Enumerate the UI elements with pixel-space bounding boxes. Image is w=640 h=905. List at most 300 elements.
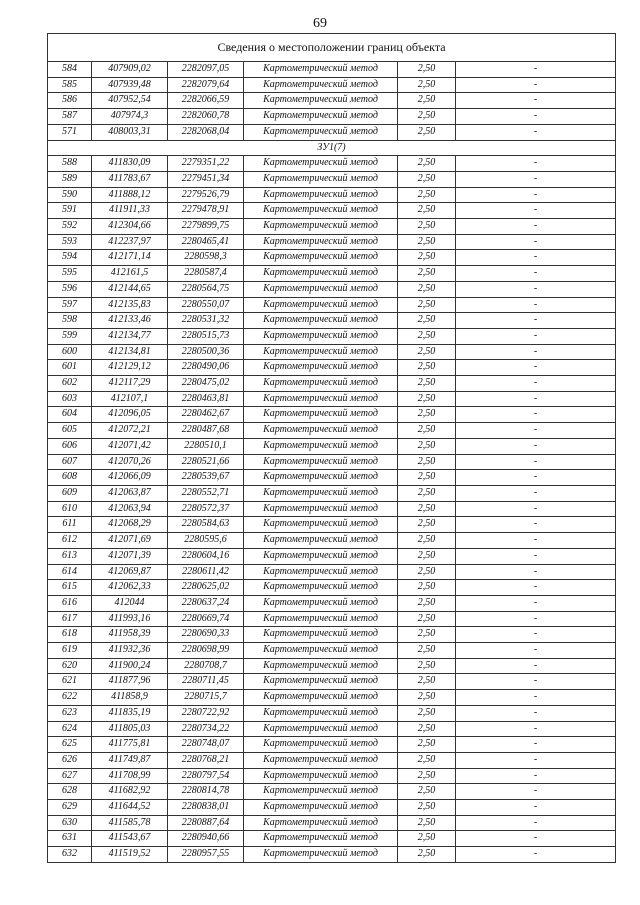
point-number: 618 <box>48 627 92 643</box>
coord-x: 412107,1 <box>92 391 168 407</box>
coord-y: 2279526,79 <box>168 187 244 203</box>
description-cell: - <box>456 501 616 517</box>
coord-x: 412133,46 <box>92 313 168 329</box>
point-number: 602 <box>48 376 92 392</box>
coord-y: 2280625,02 <box>168 580 244 596</box>
table-row <box>48 533 616 549</box>
accuracy-cell: 2,50 <box>398 124 456 140</box>
coord-x: 412134,77 <box>92 328 168 344</box>
point-number: 586 <box>48 93 92 109</box>
table-row <box>48 407 616 423</box>
coord-y: 2280487,68 <box>168 423 244 439</box>
description-cell: - <box>456 485 616 501</box>
point-number: 590 <box>48 187 92 203</box>
coord-y: 2280539,67 <box>168 470 244 486</box>
description-cell: - <box>456 203 616 219</box>
point-number: 592 <box>48 219 92 235</box>
accuracy-cell: 2,50 <box>398 250 456 266</box>
table-row <box>48 627 616 643</box>
coord-y: 2280475,02 <box>168 376 244 392</box>
coord-x: 412069,87 <box>92 564 168 580</box>
description-cell: - <box>456 768 616 784</box>
coord-y: 2280572,37 <box>168 501 244 517</box>
coord-x: 411775,81 <box>92 737 168 753</box>
method-cell: Картометрический метод <box>244 721 398 737</box>
accuracy-cell: 2,50 <box>398 376 456 392</box>
point-number: 601 <box>48 360 92 376</box>
table-row <box>48 564 616 580</box>
coord-y: 2282079,64 <box>168 77 244 93</box>
method-cell: Картометрический метод <box>244 391 398 407</box>
accuracy-cell: 2,50 <box>398 360 456 376</box>
coord-y: 2280550,07 <box>168 297 244 313</box>
method-cell: Картометрический метод <box>244 109 398 125</box>
coord-x: 412144,65 <box>92 281 168 297</box>
point-number: 626 <box>48 752 92 768</box>
description-cell: - <box>456 438 616 454</box>
method-cell: Картометрический метод <box>244 611 398 627</box>
coord-y: 2279351,22 <box>168 156 244 172</box>
accuracy-cell: 2,50 <box>398 297 456 313</box>
coord-y: 2280462,67 <box>168 407 244 423</box>
coord-y: 2280587,4 <box>168 266 244 282</box>
description-cell: - <box>456 281 616 297</box>
coord-x: 412066,09 <box>92 470 168 486</box>
method-cell: Картометрический метод <box>244 501 398 517</box>
accuracy-cell: 2,50 <box>398 815 456 831</box>
accuracy-cell: 2,50 <box>398 423 456 439</box>
method-cell: Картометрический метод <box>244 124 398 140</box>
coord-x: 412044 <box>92 595 168 611</box>
point-number: 625 <box>48 737 92 753</box>
table-row <box>48 266 616 282</box>
method-cell: Картометрический метод <box>244 423 398 439</box>
method-cell: Картометрический метод <box>244 93 398 109</box>
coord-x: 411682,92 <box>92 784 168 800</box>
method-cell: Картометрический метод <box>244 344 398 360</box>
accuracy-cell: 2,50 <box>398 501 456 517</box>
table-row <box>48 658 616 674</box>
description-cell: - <box>456 360 616 376</box>
table-row <box>48 344 616 360</box>
point-number: 620 <box>48 658 92 674</box>
accuracy-cell: 2,50 <box>398 470 456 486</box>
accuracy-cell: 2,50 <box>398 564 456 580</box>
coord-y: 2279451,34 <box>168 171 244 187</box>
coord-x: 407952,54 <box>92 93 168 109</box>
table-row <box>48 328 616 344</box>
table-row <box>48 800 616 816</box>
coord-y: 2280768,21 <box>168 752 244 768</box>
point-number: 623 <box>48 705 92 721</box>
point-number: 612 <box>48 533 92 549</box>
accuracy-cell: 2,50 <box>398 643 456 659</box>
table-row <box>48 831 616 847</box>
coord-x: 407909,02 <box>92 62 168 78</box>
method-cell: Картометрический метод <box>244 533 398 549</box>
description-cell: - <box>456 344 616 360</box>
accuracy-cell: 2,50 <box>398 784 456 800</box>
coord-x: 412134,81 <box>92 344 168 360</box>
point-number: 621 <box>48 674 92 690</box>
table-row <box>48 674 616 690</box>
coord-x: 412063,87 <box>92 485 168 501</box>
point-number: 609 <box>48 485 92 501</box>
coord-y: 2280584,63 <box>168 517 244 533</box>
method-cell: Картометрический метод <box>244 517 398 533</box>
table-row <box>48 124 616 140</box>
table-row <box>48 737 616 753</box>
coord-y: 2280463,81 <box>168 391 244 407</box>
accuracy-cell: 2,50 <box>398 831 456 847</box>
point-number: 595 <box>48 266 92 282</box>
description-cell: - <box>456 690 616 706</box>
coord-x: 411749,87 <box>92 752 168 768</box>
coord-y: 2279478,91 <box>168 203 244 219</box>
table-row <box>48 705 616 721</box>
coord-x: 411900,24 <box>92 658 168 674</box>
method-cell: Картометрический метод <box>244 281 398 297</box>
table-row <box>48 391 616 407</box>
description-cell: - <box>456 77 616 93</box>
accuracy-cell: 2,50 <box>398 171 456 187</box>
method-cell: Картометрический метод <box>244 674 398 690</box>
description-cell: - <box>456 831 616 847</box>
method-cell: Картометрический метод <box>244 470 398 486</box>
method-cell: Картометрический метод <box>244 266 398 282</box>
point-number: 603 <box>48 391 92 407</box>
description-cell: - <box>456 328 616 344</box>
description-cell: - <box>456 250 616 266</box>
method-cell: Картометрический метод <box>244 171 398 187</box>
table-row <box>48 376 616 392</box>
accuracy-cell: 2,50 <box>398 485 456 501</box>
method-cell: Картометрический метод <box>244 485 398 501</box>
table-row <box>48 281 616 297</box>
method-cell: Картометрический метод <box>244 580 398 596</box>
description-cell: - <box>456 517 616 533</box>
coord-y: 2280521,66 <box>168 454 244 470</box>
accuracy-cell: 2,50 <box>398 187 456 203</box>
accuracy-cell: 2,50 <box>398 281 456 297</box>
table-row <box>48 219 616 235</box>
method-cell: Картометрический метод <box>244 595 398 611</box>
point-number: 632 <box>48 847 92 863</box>
point-number: 593 <box>48 234 92 250</box>
boundary-coordinates-table <box>47 33 616 863</box>
accuracy-cell: 2,50 <box>398 517 456 533</box>
coord-x: 412135,83 <box>92 297 168 313</box>
point-number: 607 <box>48 454 92 470</box>
coord-x: 408003,31 <box>92 124 168 140</box>
accuracy-cell: 2,50 <box>398 752 456 768</box>
accuracy-cell: 2,50 <box>398 800 456 816</box>
point-number: 629 <box>48 800 92 816</box>
accuracy-cell: 2,50 <box>398 77 456 93</box>
coord-y: 2280957,55 <box>168 847 244 863</box>
coord-y: 2282097,05 <box>168 62 244 78</box>
coord-y: 2280887,64 <box>168 815 244 831</box>
table-row <box>48 470 616 486</box>
coord-y: 2280637,24 <box>168 595 244 611</box>
table-row <box>48 721 616 737</box>
coord-y: 2282060,78 <box>168 109 244 125</box>
table-row <box>48 234 616 250</box>
coord-y: 2280814,78 <box>168 784 244 800</box>
coord-y: 2280515,73 <box>168 328 244 344</box>
accuracy-cell: 2,50 <box>398 533 456 549</box>
table-row <box>48 580 616 596</box>
coord-y: 2280604,16 <box>168 548 244 564</box>
accuracy-cell: 2,50 <box>398 737 456 753</box>
method-cell: Картометрический метод <box>244 737 398 753</box>
table-title-row <box>48 34 616 62</box>
point-number: 615 <box>48 580 92 596</box>
method-cell: Картометрический метод <box>244 438 398 454</box>
coord-x: 412171,14 <box>92 250 168 266</box>
description-cell: - <box>456 234 616 250</box>
coord-x: 412237,97 <box>92 234 168 250</box>
coord-x: 411888,12 <box>92 187 168 203</box>
point-number: 584 <box>48 62 92 78</box>
point-number: 588 <box>48 156 92 172</box>
method-cell: Картометрический метод <box>244 219 398 235</box>
accuracy-cell: 2,50 <box>398 328 456 344</box>
method-cell: Картометрический метод <box>244 156 398 172</box>
method-cell: Картометрический метод <box>244 187 398 203</box>
description-cell: - <box>456 109 616 125</box>
description-cell: - <box>456 800 616 816</box>
table-row <box>48 109 616 125</box>
coord-x: 412071,39 <box>92 548 168 564</box>
method-cell: Картометрический метод <box>244 77 398 93</box>
coord-y: 2280598,3 <box>168 250 244 266</box>
point-number: 614 <box>48 564 92 580</box>
coord-y: 2280595,6 <box>168 533 244 549</box>
coord-y: 2280510,1 <box>168 438 244 454</box>
coord-y: 2282068,04 <box>168 124 244 140</box>
point-number: 613 <box>48 548 92 564</box>
table-row <box>48 454 616 470</box>
coord-x: 411830,09 <box>92 156 168 172</box>
description-cell: - <box>456 643 616 659</box>
point-number: 597 <box>48 297 92 313</box>
coord-x: 412071,69 <box>92 533 168 549</box>
method-cell: Картометрический метод <box>244 690 398 706</box>
description-cell: - <box>456 376 616 392</box>
accuracy-cell: 2,50 <box>398 705 456 721</box>
description-cell: - <box>456 548 616 564</box>
coord-x: 411519,52 <box>92 847 168 863</box>
accuracy-cell: 2,50 <box>398 611 456 627</box>
point-number: 608 <box>48 470 92 486</box>
table-row <box>48 768 616 784</box>
coord-y: 2280552,71 <box>168 485 244 501</box>
point-number: 571 <box>48 124 92 140</box>
coord-x: 412063,94 <box>92 501 168 517</box>
table-row <box>48 77 616 93</box>
description-cell: - <box>456 533 616 549</box>
table-row <box>48 517 616 533</box>
point-number: 598 <box>48 313 92 329</box>
table-row <box>48 595 616 611</box>
description-cell: - <box>456 297 616 313</box>
description-cell: - <box>456 627 616 643</box>
accuracy-cell: 2,50 <box>398 313 456 329</box>
table-row <box>48 611 616 627</box>
coord-x: 411708,99 <box>92 768 168 784</box>
accuracy-cell: 2,50 <box>398 234 456 250</box>
method-cell: Картометрический метод <box>244 297 398 313</box>
method-cell: Картометрический метод <box>244 62 398 78</box>
coord-y: 2280748,07 <box>168 737 244 753</box>
coord-x: 412129,12 <box>92 360 168 376</box>
point-number: 594 <box>48 250 92 266</box>
coord-x: 411932,36 <box>92 643 168 659</box>
accuracy-cell: 2,50 <box>398 109 456 125</box>
point-number: 599 <box>48 328 92 344</box>
accuracy-cell: 2,50 <box>398 391 456 407</box>
table-row <box>48 815 616 831</box>
accuracy-cell: 2,50 <box>398 627 456 643</box>
table-row <box>48 62 616 78</box>
coord-x: 411858,9 <box>92 690 168 706</box>
table-row <box>48 171 616 187</box>
method-cell: Картометрический метод <box>244 752 398 768</box>
accuracy-cell: 2,50 <box>398 219 456 235</box>
point-number: 616 <box>48 595 92 611</box>
accuracy-cell: 2,50 <box>398 674 456 690</box>
coord-x: 407939,48 <box>92 77 168 93</box>
table-row <box>48 752 616 768</box>
coord-y: 2280940,66 <box>168 831 244 847</box>
table-row <box>48 93 616 109</box>
method-cell: Картометрический метод <box>244 328 398 344</box>
description-cell: - <box>456 187 616 203</box>
method-cell: Картометрический метод <box>244 800 398 816</box>
method-cell: Картометрический метод <box>244 376 398 392</box>
coord-x: 412117,29 <box>92 376 168 392</box>
accuracy-cell: 2,50 <box>398 847 456 863</box>
description-cell: - <box>456 219 616 235</box>
coord-y: 2280564,75 <box>168 281 244 297</box>
description-cell: - <box>456 752 616 768</box>
point-number: 628 <box>48 784 92 800</box>
coord-x: 412304,66 <box>92 219 168 235</box>
coord-y: 2280500,36 <box>168 344 244 360</box>
point-number: 605 <box>48 423 92 439</box>
method-cell: Картометрический метод <box>244 203 398 219</box>
point-number: 617 <box>48 611 92 627</box>
method-cell: Картометрический метод <box>244 768 398 784</box>
description-cell: - <box>456 611 616 627</box>
method-cell: Картометрический метод <box>244 643 398 659</box>
point-number: 600 <box>48 344 92 360</box>
coord-y: 2280698,99 <box>168 643 244 659</box>
description-cell: - <box>456 62 616 78</box>
table-row <box>48 847 616 863</box>
description-cell: - <box>456 124 616 140</box>
description-cell: - <box>456 564 616 580</box>
coord-y: 2280490,06 <box>168 360 244 376</box>
accuracy-cell: 2,50 <box>398 721 456 737</box>
method-cell: Картометрический метод <box>244 250 398 266</box>
point-number: 604 <box>48 407 92 423</box>
page-number: 69 <box>313 16 327 31</box>
description-cell: - <box>456 454 616 470</box>
point-number: 587 <box>48 109 92 125</box>
point-number: 631 <box>48 831 92 847</box>
table-row <box>48 313 616 329</box>
section-row <box>48 140 616 156</box>
table-row <box>48 203 616 219</box>
coord-y: 2280690,33 <box>168 627 244 643</box>
description-cell: - <box>456 784 616 800</box>
method-cell: Картометрический метод <box>244 564 398 580</box>
coord-x: 412072,21 <box>92 423 168 439</box>
accuracy-cell: 2,50 <box>398 266 456 282</box>
table-row <box>48 784 616 800</box>
method-cell: Картометрический метод <box>244 705 398 721</box>
coord-x: 411958,39 <box>92 627 168 643</box>
table-row <box>48 501 616 517</box>
accuracy-cell: 2,50 <box>398 454 456 470</box>
method-cell: Картометрический метод <box>244 234 398 250</box>
coord-x: 412070,26 <box>92 454 168 470</box>
description-cell: - <box>456 595 616 611</box>
point-number: 611 <box>48 517 92 533</box>
coord-y: 2280838,01 <box>168 800 244 816</box>
section-label: ЗУ1(7) <box>48 140 616 156</box>
method-cell: Картометрический метод <box>244 815 398 831</box>
coord-y: 2280669,74 <box>168 611 244 627</box>
coord-x: 411805,03 <box>92 721 168 737</box>
coord-x: 411644,52 <box>92 800 168 816</box>
table-row <box>48 690 616 706</box>
table-row <box>48 360 616 376</box>
coord-x: 412062,33 <box>92 580 168 596</box>
point-number: 596 <box>48 281 92 297</box>
method-cell: Картометрический метод <box>244 831 398 847</box>
coord-y: 2280734,22 <box>168 721 244 737</box>
description-cell: - <box>456 705 616 721</box>
description-cell: - <box>456 674 616 690</box>
accuracy-cell: 2,50 <box>398 768 456 784</box>
coord-x: 411993,16 <box>92 611 168 627</box>
coord-y: 2279899,75 <box>168 219 244 235</box>
coord-x: 412071,42 <box>92 438 168 454</box>
method-cell: Картометрический метод <box>244 847 398 863</box>
coord-y: 2280715,7 <box>168 690 244 706</box>
coord-y: 2280611,42 <box>168 564 244 580</box>
accuracy-cell: 2,50 <box>398 595 456 611</box>
coord-y: 2280797,54 <box>168 768 244 784</box>
accuracy-cell: 2,50 <box>398 62 456 78</box>
description-cell: - <box>456 423 616 439</box>
point-number: 585 <box>48 77 92 93</box>
accuracy-cell: 2,50 <box>398 93 456 109</box>
coord-x: 411877,96 <box>92 674 168 690</box>
point-number: 622 <box>48 690 92 706</box>
description-cell: - <box>456 658 616 674</box>
table-row <box>48 423 616 439</box>
accuracy-cell: 2,50 <box>398 407 456 423</box>
description-cell: - <box>456 156 616 172</box>
point-number: 606 <box>48 438 92 454</box>
description-cell: - <box>456 470 616 486</box>
coord-y: 2280531,32 <box>168 313 244 329</box>
coord-y: 2280711,45 <box>168 674 244 690</box>
